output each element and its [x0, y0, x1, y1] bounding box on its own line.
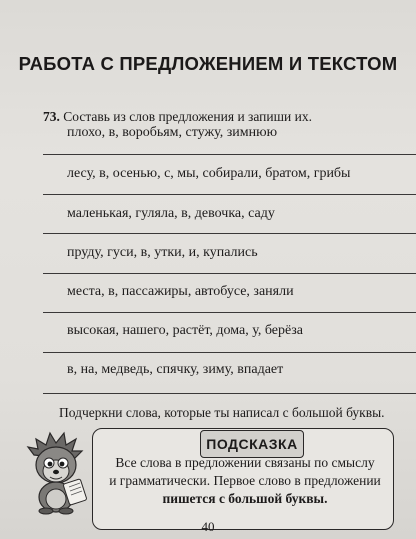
answer-line-3 [43, 233, 416, 234]
word-set-5: места, в, пассажиры, автобусе, заняли [67, 284, 294, 299]
answer-line-1 [43, 154, 416, 155]
hint-line-3 [100, 490, 390, 508]
word-set-7: в, на, медведь, спячку, зиму, впадает [67, 362, 284, 377]
underline-instruction: Подчеркни слова, которые ты написал с большой буквы. [59, 405, 385, 420]
word-set-2: лесу, в, осенью, с, мы, собирали, братом, грибы [67, 166, 351, 181]
answer-line-7 [43, 393, 416, 394]
page-title: РАБОТА С ПРЕДЛОЖЕНИЕМ И ТЕКСТОМ [18, 53, 398, 74]
word-set-6: высокая, нашего, растёт, дома, у, берёза [67, 323, 303, 338]
hint-emphasis: пишется с большой буквы. [162, 491, 328, 506]
answer-line-2 [43, 194, 416, 195]
page-number: 40 [201, 519, 215, 534]
task-text: Составь из слов предложения и запиши их. [63, 109, 312, 124]
hedgehog-mascot-icon [22, 425, 92, 515]
word-set-4: пруду, гуси, в, утки, и, купались [67, 245, 258, 260]
answer-line-6 [43, 352, 416, 353]
task-instruction [43, 109, 312, 125]
hint-line-1: Все слова в предложении связаны по смыслу [115, 455, 375, 470]
answer-line-5 [43, 312, 416, 313]
word-set-3: маленькая, гуляла, в, девочка, саду [67, 206, 275, 221]
word-set-1: плохо, в, воробьям, стужу, зимнюю [67, 125, 278, 140]
answer-line-4 [43, 273, 416, 274]
task-number: 73. [43, 109, 60, 124]
hint-text [100, 454, 390, 508]
hint-line-2: и грамматически. Первое слово в предложении [109, 473, 381, 488]
hint-label: ПОДСКАЗКА [200, 430, 304, 458]
